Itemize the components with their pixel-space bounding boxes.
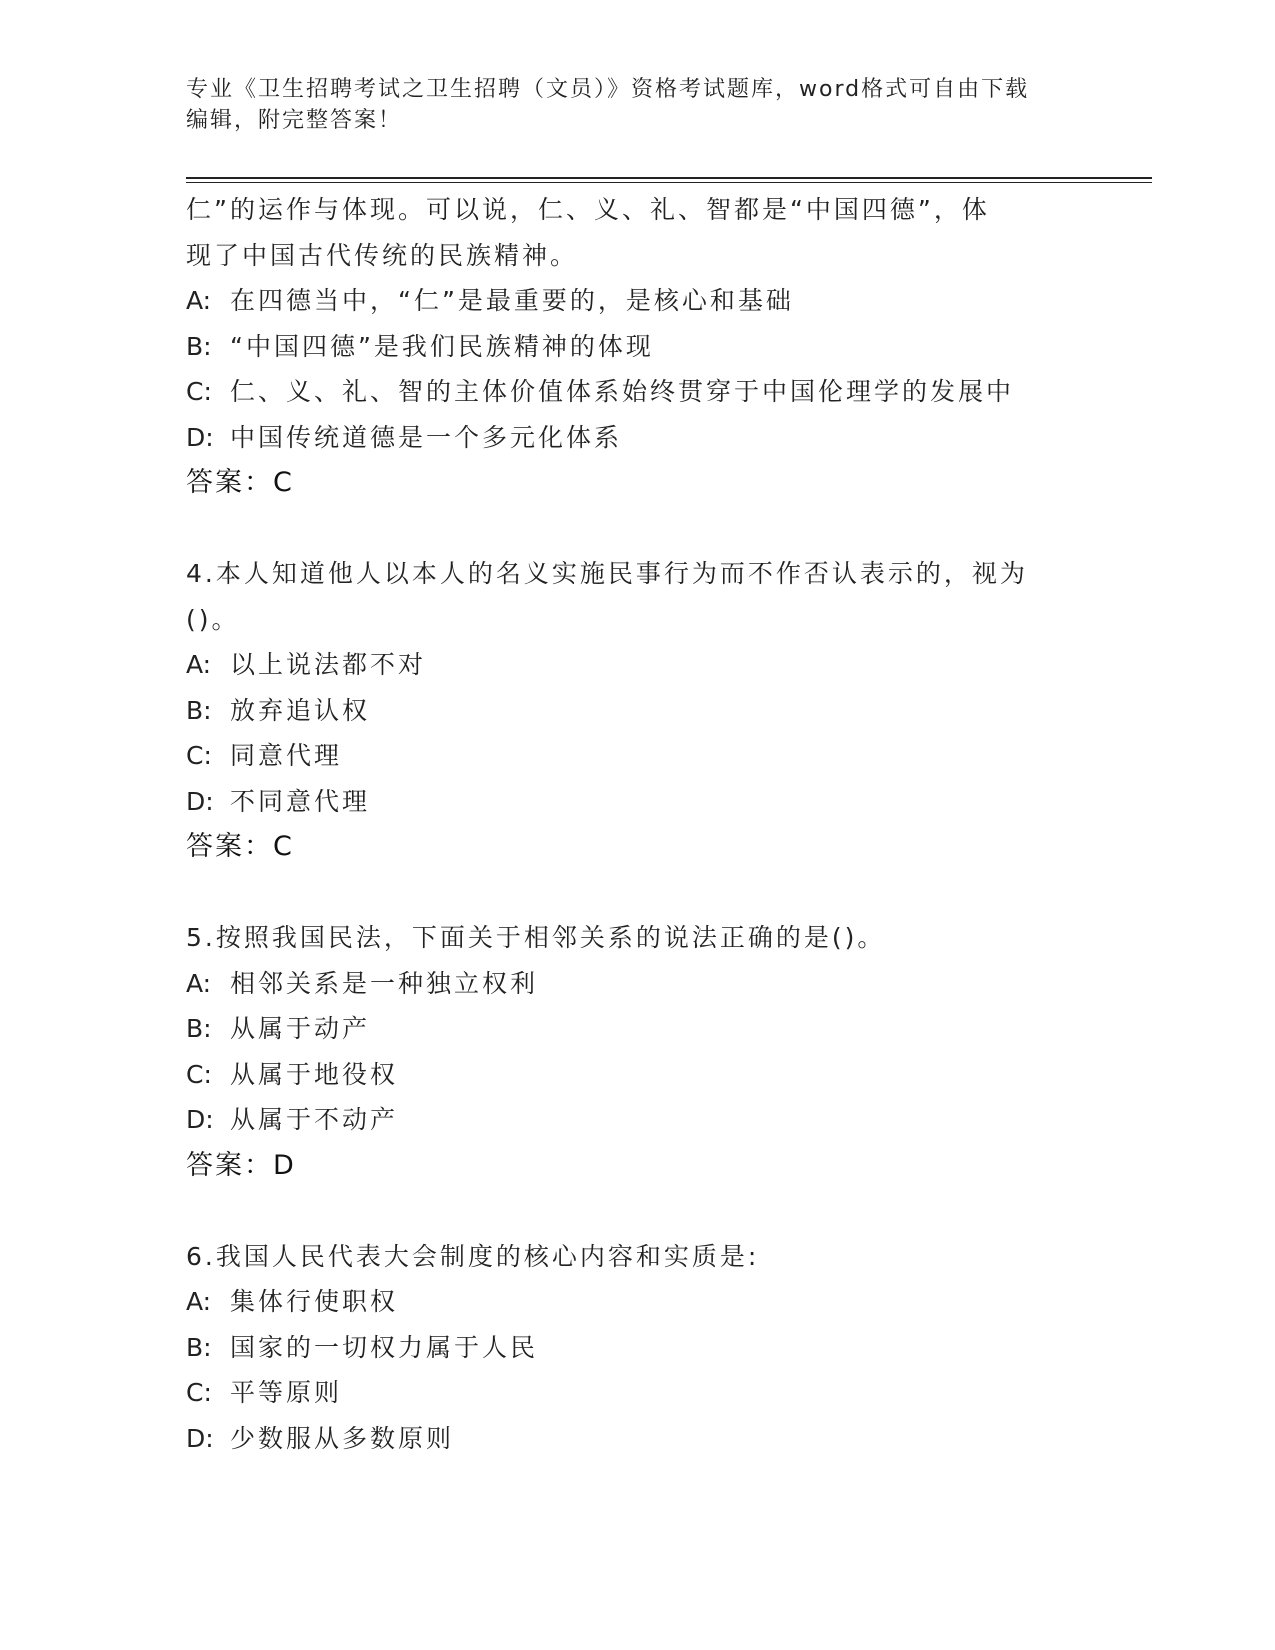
option-label: C: — [186, 741, 212, 770]
option-label: D: — [186, 786, 214, 816]
q6-option-c — [186, 1370, 1086, 1416]
spacer — [186, 506, 1086, 552]
option-text: 少数服从多数原则 — [230, 1423, 455, 1453]
option-text: 中国传统道德是一个多元化体系 — [230, 422, 623, 452]
option-label: B: — [186, 1332, 212, 1362]
option-text: “中国四德”是我们民族精神的体现 — [230, 331, 654, 361]
option-text: 从属于动产 — [230, 1014, 371, 1043]
q6-stem-line-1: 6.我国人民代表大会制度的核心内容和实质是: — [186, 1241, 760, 1271]
option-label: C: — [186, 1378, 212, 1407]
header-line-2: 编辑，附完整答案！ — [186, 108, 403, 133]
q4-option-a — [186, 642, 1086, 688]
q4-stem-line-2: ()。 — [186, 604, 240, 634]
option-label: D: — [186, 1105, 214, 1134]
option-text: 以上说法都不对 — [230, 650, 427, 679]
option-label: B: — [186, 695, 212, 725]
page-header — [186, 74, 1086, 136]
option-text: 从属于不动产 — [230, 1105, 399, 1134]
option-text: 相邻关系是一种独立权利 — [230, 968, 539, 998]
option-label: A: — [186, 968, 212, 998]
option-text: 集体行使职权 — [230, 1287, 399, 1316]
option-label: A: — [186, 1287, 212, 1316]
option-label: B: — [186, 1014, 212, 1043]
option-text: 平等原则 — [230, 1378, 343, 1407]
q4-option-c — [186, 733, 1086, 779]
q4-answer: 答案：C — [186, 831, 294, 862]
q5-answer: 答案：D — [186, 1149, 296, 1181]
option-text: 放弃追认权 — [230, 695, 371, 725]
q6-option-b — [186, 1325, 1086, 1371]
header-rule-thin — [186, 182, 1152, 183]
q5-option-c — [186, 1052, 1086, 1098]
option-text: 不同意代理 — [230, 786, 371, 816]
q3-option-b — [186, 324, 1086, 370]
q5-option-a — [186, 961, 1086, 1007]
spacer — [186, 870, 1086, 916]
option-label: B: — [186, 331, 212, 361]
q4-stem-line-1: 4.本人知道他人以本人的名义实施民事行为而不作否认表示的，视为 — [186, 559, 1028, 588]
q3-stem-line-1: 仁”的运作与体现。可以说，仁、义、礼、智都是“中国四德”，体 — [186, 195, 990, 224]
option-text: 在四德当中，“仁”是最重要的，是核心和基础 — [230, 286, 794, 315]
q3-option-c — [186, 369, 1086, 415]
question-content — [186, 187, 1086, 1461]
option-label: D: — [186, 1423, 214, 1453]
q3-option-a — [186, 278, 1086, 324]
q5-option-b — [186, 1006, 1086, 1052]
option-label: A: — [186, 286, 212, 315]
option-text: 国家的一切权力属于人民 — [230, 1332, 539, 1362]
q3-option-d — [186, 415, 1086, 461]
option-label: C: — [186, 377, 212, 406]
q3-answer: 答案：C — [186, 467, 294, 498]
header-rule-thick — [186, 177, 1152, 179]
option-text: 仁、义、礼、智的主体价值体系始终贯穿于中国伦理学的发展中 — [230, 377, 1015, 406]
q4-option-d — [186, 779, 1086, 825]
q4-option-b — [186, 688, 1086, 734]
q6-option-a — [186, 1279, 1086, 1325]
q3-stem-line-2: 现了中国古代传统的民族精神。 — [186, 240, 579, 270]
option-label: C: — [186, 1059, 212, 1089]
option-text: 从属于地役权 — [230, 1059, 399, 1089]
spacer — [186, 1188, 1086, 1234]
option-text: 同意代理 — [230, 741, 343, 770]
q5-option-d — [186, 1097, 1086, 1143]
option-label: A: — [186, 650, 212, 679]
option-label: D: — [186, 422, 214, 452]
header-line-1: 专业《卫生招聘考试之卫生招聘（文员）》资格考试题库，word格式可自由下载 — [186, 77, 1030, 102]
q5-stem-line-1: 5.按照我国民法，下面关于相邻关系的说法正确的是()。 — [186, 923, 886, 952]
q6-option-d — [186, 1416, 1086, 1462]
